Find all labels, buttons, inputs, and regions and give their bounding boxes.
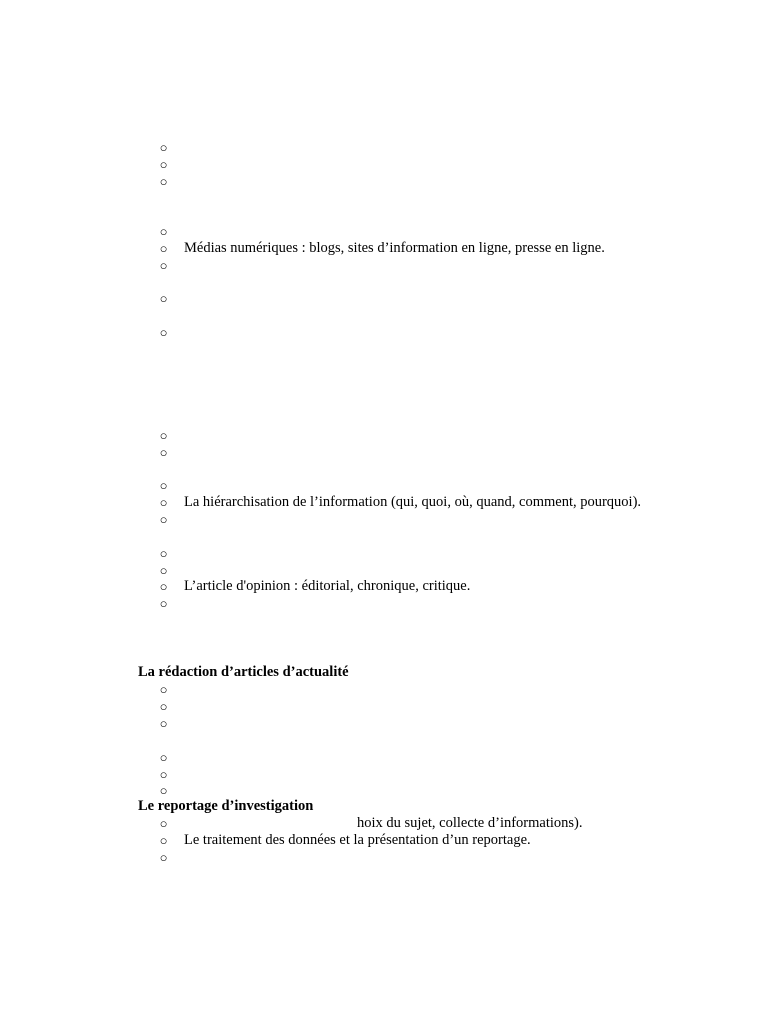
list-item: [0, 290, 768, 307]
list-item: [0, 477, 768, 494]
bullet-circle-icon: ○: [159, 767, 168, 782]
bullet-circle-icon: ○: [159, 478, 168, 493]
list-item: [0, 578, 768, 595]
list-item: [0, 749, 768, 766]
list-item: [0, 257, 768, 274]
list-item: [0, 156, 768, 173]
bullet-circle-icon: ○: [159, 546, 168, 561]
list-item: [0, 324, 768, 341]
list-item: [0, 494, 768, 511]
list-item-text: Médias numériques : blogs, sites d’information en ligne, presse en ligne.: [184, 240, 605, 256]
list-item: [0, 562, 768, 579]
list-item-text: La hiérarchisation de l’information (qui, quoi, où, quand, comment, pourquoi).: [184, 494, 642, 510]
bullet-circle-icon: ○: [159, 563, 168, 578]
bullet-circle-icon: ○: [159, 445, 168, 460]
bullet-circle-icon: ○: [159, 428, 168, 443]
list-item: [0, 766, 768, 783]
list-item: [0, 715, 768, 732]
bullet-circle-icon: ○: [159, 579, 168, 594]
list-item: [0, 427, 768, 444]
bullet-circle-icon: ○: [159, 682, 168, 697]
bullet-circle-icon: ○: [159, 224, 168, 239]
list-item: [0, 681, 768, 698]
bullet-circle-icon: ○: [159, 716, 168, 731]
bullet-circle-icon: ○: [159, 291, 168, 306]
list-item-text: Le traitement des données et la présentation d’un reportage.: [184, 832, 531, 848]
list-item: [0, 832, 768, 849]
list-item: [0, 849, 768, 866]
bullet-circle-icon: ○: [159, 850, 168, 865]
list-item: [0, 698, 768, 715]
list-item: [0, 240, 768, 257]
bullet-circle-icon: ○: [159, 325, 168, 340]
list-item: [0, 815, 768, 832]
bullet-circle-icon: ○: [159, 833, 168, 848]
list-item: [0, 173, 768, 190]
list-item-text: hoix du sujet, collecte d’informations).: [357, 815, 583, 831]
list-item: [0, 444, 768, 461]
bullet-circle-icon: ○: [159, 783, 168, 798]
section-heading-reportage: Le reportage d’investigation: [138, 798, 314, 814]
section-heading-redaction: La rédaction d’articles d’actualité: [138, 664, 349, 680]
list-item-text: L’article d'opinion : éditorial, chronique, critique.: [184, 578, 471, 594]
bullet-circle-icon: ○: [159, 140, 168, 155]
list-item: [0, 139, 768, 156]
list-item: [0, 595, 768, 612]
bullet-circle-icon: ○: [159, 512, 168, 527]
bullet-circle-icon: ○: [159, 816, 168, 831]
bullet-circle-icon: ○: [159, 750, 168, 765]
bullet-circle-icon: ○: [159, 174, 168, 189]
bullet-circle-icon: ○: [159, 241, 168, 256]
list-item: [0, 511, 768, 528]
bullet-circle-icon: ○: [159, 495, 168, 510]
bullet-circle-icon: ○: [159, 157, 168, 172]
list-item: [0, 223, 768, 240]
list-item: [0, 545, 768, 562]
bullet-circle-icon: ○: [159, 596, 168, 611]
list-item: [0, 782, 768, 799]
bullet-circle-icon: ○: [159, 258, 168, 273]
bullet-circle-icon: ○: [159, 699, 168, 714]
